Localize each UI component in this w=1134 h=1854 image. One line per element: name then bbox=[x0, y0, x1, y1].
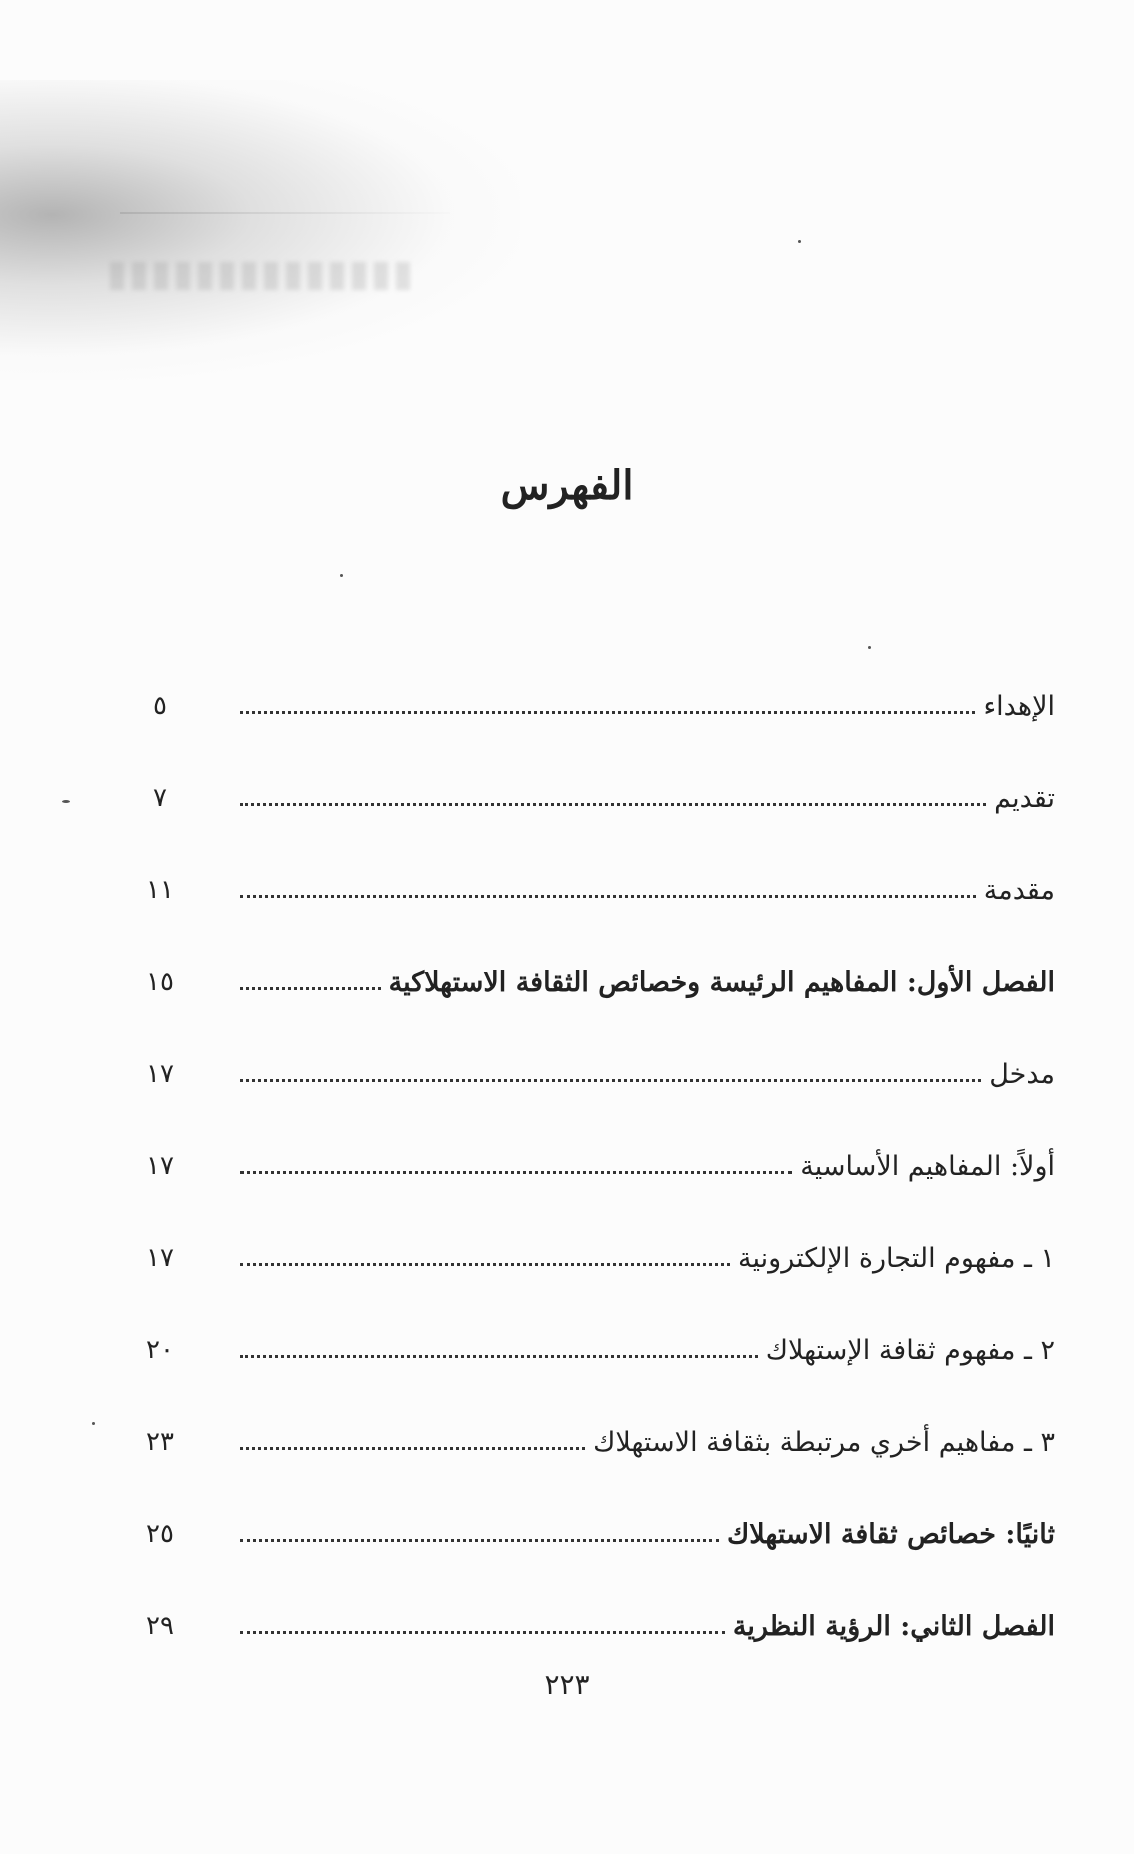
dot-leader bbox=[240, 1079, 981, 1082]
speck bbox=[62, 800, 70, 803]
toc-entry bbox=[130, 1212, 1055, 1304]
toc-entry-title: أولاً: المفاهيم الأساسية bbox=[800, 1150, 1055, 1182]
dot-leader bbox=[240, 1539, 719, 1542]
dot-leader bbox=[240, 1355, 758, 1358]
toc-entry-title: الفصل الأول: المفاهيم الرئيسة وخصائص الثقافة الاستهلاكية bbox=[388, 966, 1055, 998]
dot-leader bbox=[240, 711, 975, 714]
bleed-through-line bbox=[120, 212, 450, 214]
toc-entry bbox=[130, 1488, 1055, 1580]
toc-entry-title: تقديم bbox=[994, 782, 1055, 814]
toc-page-number: ١٧ bbox=[146, 1243, 174, 1273]
page-title: الفهرس bbox=[500, 462, 634, 509]
toc-page-number: ١٧ bbox=[146, 1059, 174, 1089]
page-number: ٢٢٣ bbox=[544, 1668, 590, 1701]
toc-entry-title: مقدمة bbox=[983, 874, 1055, 906]
dot-leader bbox=[240, 1631, 725, 1634]
toc-entry-title: مدخل bbox=[989, 1058, 1055, 1090]
toc-entry-title: الفصل الثاني: الرؤية النظرية bbox=[732, 1610, 1055, 1642]
dot-leader bbox=[240, 987, 381, 990]
speck bbox=[868, 646, 871, 649]
toc-entry bbox=[130, 1120, 1055, 1212]
toc-entry bbox=[130, 1580, 1055, 1672]
dot-leader bbox=[240, 1263, 730, 1266]
toc-entry bbox=[130, 844, 1055, 936]
dot-leader bbox=[240, 1171, 792, 1174]
toc-page-number: ٢٣ bbox=[146, 1427, 174, 1457]
dot-leader bbox=[240, 895, 976, 898]
toc-page-number: ١٥ bbox=[146, 967, 174, 997]
scan-shadow bbox=[0, 80, 520, 380]
dot-leader bbox=[240, 1447, 585, 1450]
bleed-through-text bbox=[110, 262, 410, 290]
table-of-contents bbox=[130, 660, 1055, 1672]
toc-entry bbox=[130, 936, 1055, 1028]
toc-page-number: ١٧ bbox=[146, 1151, 174, 1181]
dot-leader bbox=[240, 803, 986, 806]
toc-page-number: ٧ bbox=[153, 783, 167, 813]
toc-entry bbox=[130, 1028, 1055, 1120]
toc-entry-title: ٣ ـ مفاهيم أخري مرتبطة بثقافة الاستهلاك bbox=[593, 1426, 1055, 1458]
toc-entry-title: ٢ ـ مفهوم ثقافة الإستهلاك bbox=[765, 1334, 1055, 1366]
toc-entry-title: الإهداء bbox=[983, 690, 1055, 722]
toc-entry-title: ثانيًا: خصائص ثقافة الاستهلاك bbox=[727, 1518, 1055, 1550]
toc-page-number: ٢٩ bbox=[146, 1611, 174, 1641]
toc-page-number: ٢٥ bbox=[146, 1519, 174, 1549]
toc-entry bbox=[130, 752, 1055, 844]
toc-entry-title: ١ ـ مفهوم التجارة الإلكترونية bbox=[738, 1242, 1055, 1274]
speck bbox=[340, 574, 343, 577]
toc-page-number: ٥ bbox=[153, 691, 167, 721]
toc-page-number: ١١ bbox=[146, 875, 174, 905]
toc-page-number: ٢٠ bbox=[146, 1335, 174, 1365]
toc-entry bbox=[130, 1304, 1055, 1396]
speck bbox=[798, 240, 801, 243]
speck bbox=[92, 1422, 95, 1425]
toc-entry bbox=[130, 1396, 1055, 1488]
toc-entry bbox=[130, 660, 1055, 752]
